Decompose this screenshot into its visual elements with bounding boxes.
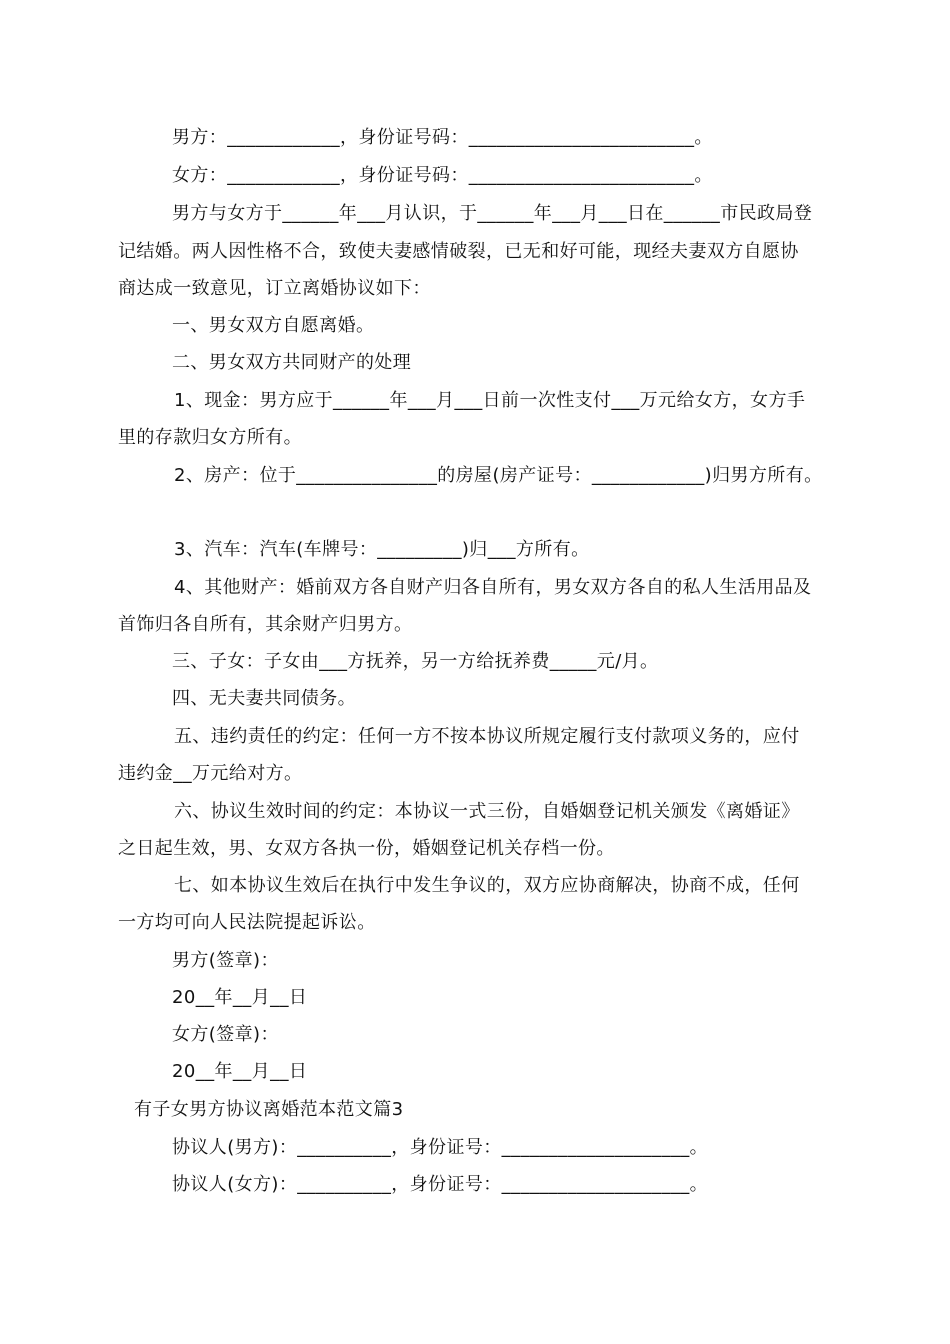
clause-heading: 三、子女：子女由___方抚养，另一方给抚养费_____元/月。	[172, 651, 659, 672]
signature-date: 20__年__月__日	[172, 987, 308, 1008]
signature-label: 女方(签章)：	[172, 1024, 279, 1045]
paragraph-line: 2、房产：位于_______________的房屋(房产证号：____________)归男方所有。	[174, 465, 823, 486]
clause-heading: 四、无夫妻共同债务。	[172, 688, 356, 709]
section-title: 有子女男方协议离婚范本范文篇3	[134, 1099, 404, 1120]
paragraph-line: 3、汽车：汽车(车牌号：_________)归___方所有。	[174, 539, 590, 560]
signature-label: 男方(签章)：	[172, 950, 279, 971]
paragraph-line: 1、现金：男方应于______年___月___日前一次性支付___万元给女方，女方手	[174, 390, 806, 411]
paragraph-line: 一方均可向人民法院提起诉讼。	[118, 912, 376, 933]
paragraph-line: 记结婚。两人因性格不合，致使夫妻感情破裂，已无和好可能，现经夫妻双方自愿协	[118, 241, 799, 262]
paragraph-line: 首饰归各自所有，其余财产归男方。	[118, 614, 413, 635]
male-party-line: 男方：____________，身份证号码：________________________。	[172, 127, 713, 148]
clause-heading: 七、如本协议生效后在执行中发生争议的，双方应协商解决，协商不成，任何	[174, 875, 800, 896]
signature-date: 20__年__月__日	[172, 1061, 308, 1082]
paragraph-line: 违约金__万元给对方。	[118, 763, 303, 784]
clause-heading: 二、男女双方共同财产的处理	[172, 352, 412, 373]
clause-heading: 六、协议生效时间的约定：本协议一式三份，自婚姻登记机关颁发《离婚证》	[174, 801, 800, 822]
paragraph-line: 男方与女方于______年___月认识，于______年___月___日在______市民政局登	[172, 203, 813, 224]
agreement-party-line: 协议人(男方)：__________，身份证号：____________________。	[172, 1137, 709, 1158]
female-party-line: 女方：____________，身份证号码：________________________。	[172, 165, 713, 186]
paragraph-line: 里的存款归女方所有。	[118, 427, 302, 448]
paragraph-line: 之日起生效，男、女双方各执一份，婚姻登记机关存档一份。	[118, 838, 615, 859]
agreement-party-line: 协议人(女方)：__________，身份证号：____________________。	[172, 1174, 709, 1195]
clause-heading: 一、男女双方自愿离婚。	[172, 315, 375, 336]
paragraph-line: 4、其他财产：婚前双方各自财产归各自所有，男女双方各自的私人生活用品及	[174, 577, 812, 598]
paragraph-line: 商达成一致意见，订立离婚协议如下：	[118, 278, 431, 299]
clause-heading: 五、违约责任的约定：任何一方不按本协议所规定履行支付款项义务的，应付	[174, 726, 800, 747]
